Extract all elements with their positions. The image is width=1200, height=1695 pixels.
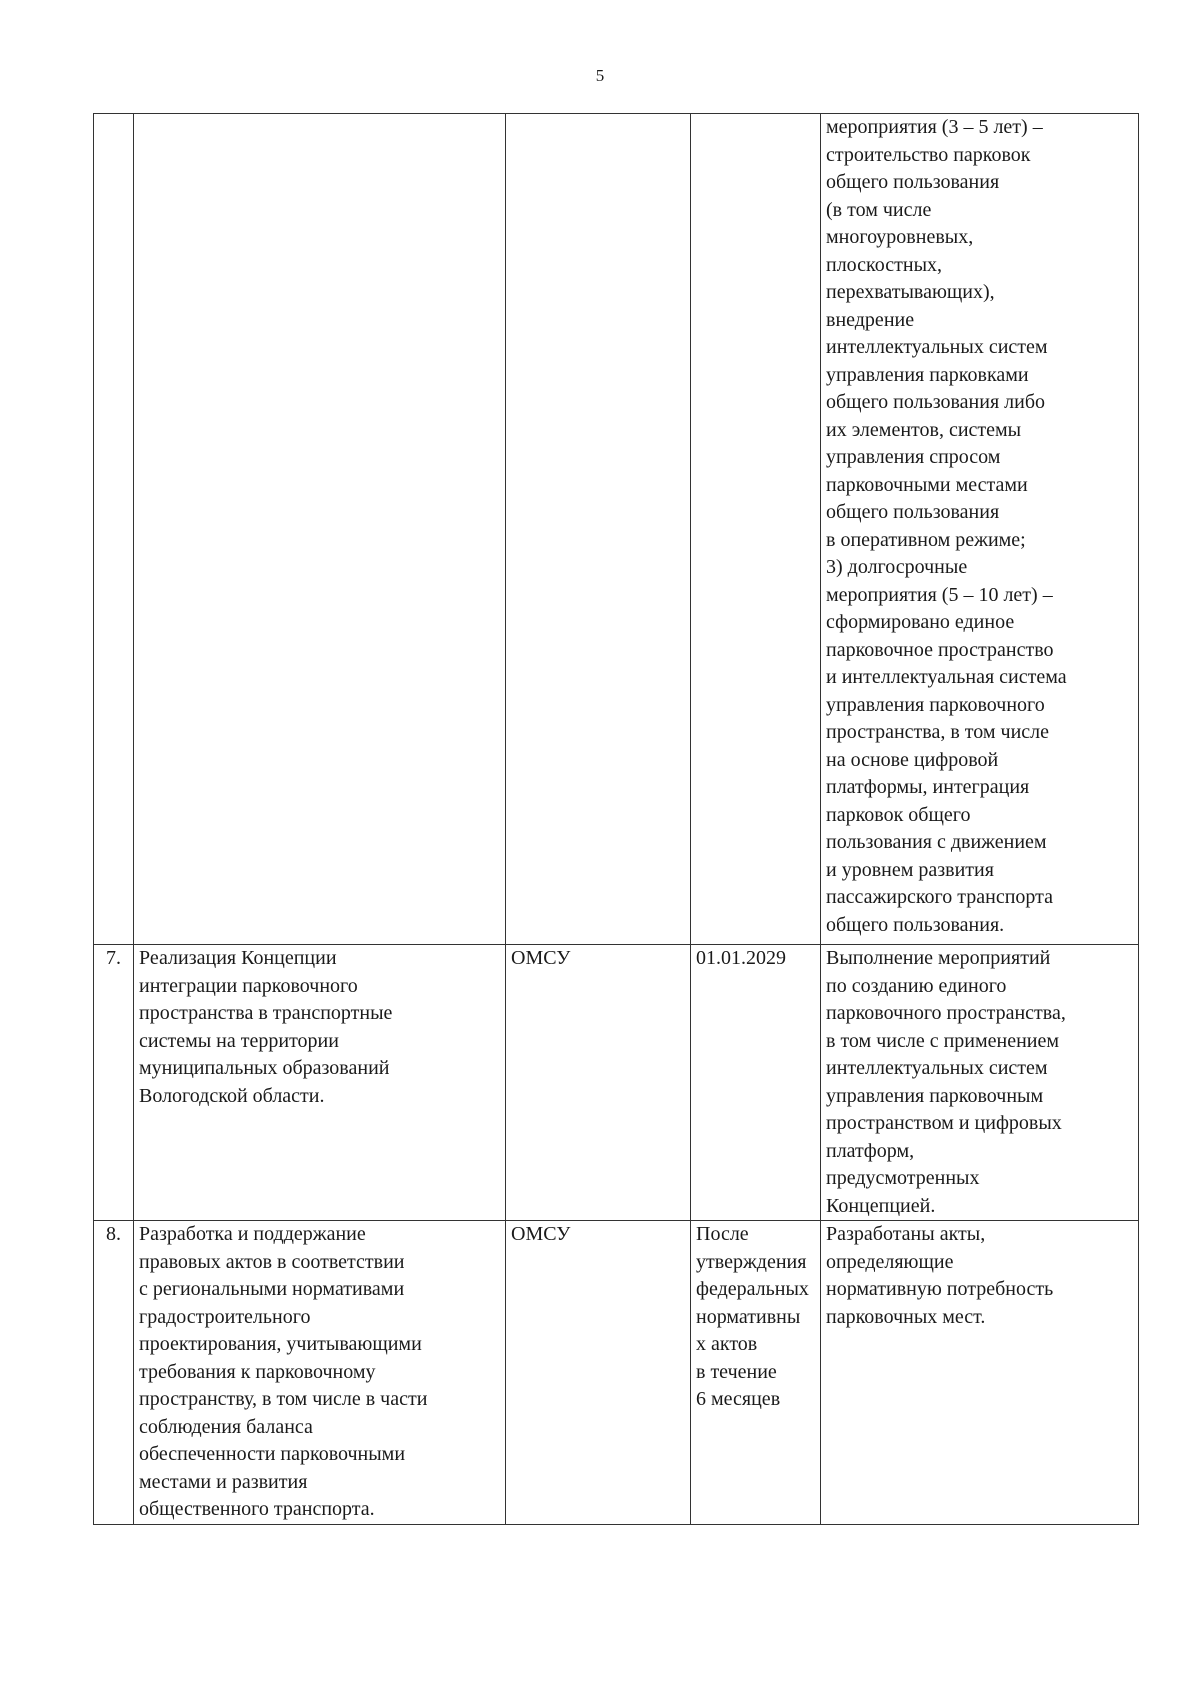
text-line: федеральных xyxy=(696,1278,809,1300)
text-line: по созданию единого xyxy=(826,974,1007,997)
table-row-7 xyxy=(94,945,1139,1221)
text-line: строительство парковок xyxy=(826,143,1031,166)
text-line: пассажирского транспорта xyxy=(826,886,1054,908)
text-line: перехватывающих), xyxy=(826,281,995,303)
text-line: интеграции парковочного xyxy=(139,974,358,997)
measures-table xyxy=(93,113,1139,1525)
cell-number xyxy=(94,114,134,945)
text-line: предусмотренных xyxy=(826,1167,980,1189)
text-line: х актов xyxy=(696,1333,758,1355)
text-line: общего пользования либо xyxy=(826,391,1046,413)
text-line: 3) долгосрочные xyxy=(826,556,968,578)
text-line: управления парковками xyxy=(826,363,1029,386)
text-line: их элементов, системы xyxy=(826,418,1022,441)
text-line: общего пользования xyxy=(826,501,1000,523)
text-line: сформировано единое xyxy=(826,611,1015,633)
cell-number: 8. xyxy=(94,1221,134,1525)
text-line: определяющие xyxy=(826,1250,954,1273)
text-line: и уровнем развития xyxy=(826,858,994,881)
cell-result xyxy=(821,114,1139,945)
cell-executor: ОМСУ xyxy=(506,1221,691,1525)
cell-term xyxy=(691,1221,821,1525)
text-line: Вологодской области. xyxy=(139,1084,325,1107)
text-line: Разработаны акты, xyxy=(826,1223,986,1245)
text-line: 01.01.2029 xyxy=(696,947,786,969)
text-line: парковочное пространство xyxy=(826,638,1054,661)
text-line: парковочными местами xyxy=(826,473,1028,496)
text-line: в оперативном режиме; xyxy=(826,528,1026,551)
text-line: обеспеченности парковочными xyxy=(139,1443,406,1465)
text-line: плоскостных, xyxy=(826,253,943,276)
text-line: многоуровневых, xyxy=(826,226,974,248)
cell-term xyxy=(691,114,821,945)
text-line: управления парковочного xyxy=(826,693,1045,716)
text-line: в течение xyxy=(696,1360,777,1383)
cell-result xyxy=(821,1221,1139,1525)
table-row-8 xyxy=(94,1221,1139,1525)
text-line: общественного транспорта. xyxy=(139,1498,375,1520)
text-line: и интеллектуальная система xyxy=(826,666,1067,688)
text-line: Выполнение мероприятий xyxy=(826,947,1051,969)
text-line: парковочного пространства, xyxy=(826,1002,1066,1024)
cell-executor: ОМСУ xyxy=(506,945,691,1221)
text-line: требования к парковочному xyxy=(139,1360,376,1383)
text-line: нормативную потребность xyxy=(826,1278,1054,1300)
text-line: интеллектуальных систем xyxy=(826,1057,1048,1079)
text-line: мероприятия (5 – 10 лет) – xyxy=(826,583,1053,606)
text-line: парковочных мест. xyxy=(826,1305,986,1328)
cell-executor xyxy=(506,114,691,945)
text-line: управления спросом xyxy=(826,446,1001,468)
text-line: управления парковочным xyxy=(826,1084,1044,1107)
text-line: общего пользования. xyxy=(826,913,1005,936)
text-line: в том числе с применением xyxy=(826,1029,1060,1052)
text-line: муниципальных образований xyxy=(139,1057,390,1079)
text-line: системы на территории xyxy=(139,1029,339,1052)
text-line: Разработка и поддержание xyxy=(139,1223,366,1245)
text-line: градостроительного xyxy=(139,1305,311,1328)
text-line: парковок общего xyxy=(826,803,971,826)
text-line: на основе цифровой xyxy=(826,748,999,771)
text-line: нормативны xyxy=(696,1305,801,1328)
text-line: Реализация Концепции xyxy=(139,947,337,969)
text-line: Концепцией. xyxy=(826,1194,936,1217)
text-line: мероприятия (3 – 5 лет) – xyxy=(826,116,1043,138)
cell-number: 7. xyxy=(94,945,134,1221)
table-row-continuation xyxy=(94,114,1139,945)
text-line: (в том числе xyxy=(826,198,932,221)
text-line: После xyxy=(696,1223,749,1245)
text-line: утверждения xyxy=(696,1250,807,1273)
text-line: пространством и цифровых xyxy=(826,1112,1062,1134)
text-line: местами и развития xyxy=(139,1470,308,1493)
text-line: проектирования, учитывающими xyxy=(139,1333,422,1355)
text-line: соблюдения баланса xyxy=(139,1415,313,1438)
cell-result xyxy=(821,945,1139,1221)
cell-name xyxy=(134,1221,506,1525)
text-line: интеллектуальных систем xyxy=(826,336,1048,358)
text-line: пространству, в том числе в части xyxy=(139,1388,428,1410)
text-line: пространства в транспортные xyxy=(139,1002,393,1024)
text-line: платформы, интеграция xyxy=(826,776,1030,798)
cell-term xyxy=(691,945,821,1221)
text-line: с региональными нормативами xyxy=(139,1278,405,1300)
text-line: пользования с движением xyxy=(826,831,1047,853)
text-line: внедрение xyxy=(826,308,915,331)
page-number: 5 xyxy=(595,66,605,85)
text-line: 6 месяцев xyxy=(696,1388,781,1410)
text-line: правовых актов в соответствии xyxy=(139,1250,405,1273)
cell-name xyxy=(134,114,506,945)
text-line: общего пользования xyxy=(826,171,1000,193)
text-line: платформ, xyxy=(826,1139,915,1162)
cell-name xyxy=(134,945,506,1221)
text-line: пространства, в том числе xyxy=(826,721,1050,743)
